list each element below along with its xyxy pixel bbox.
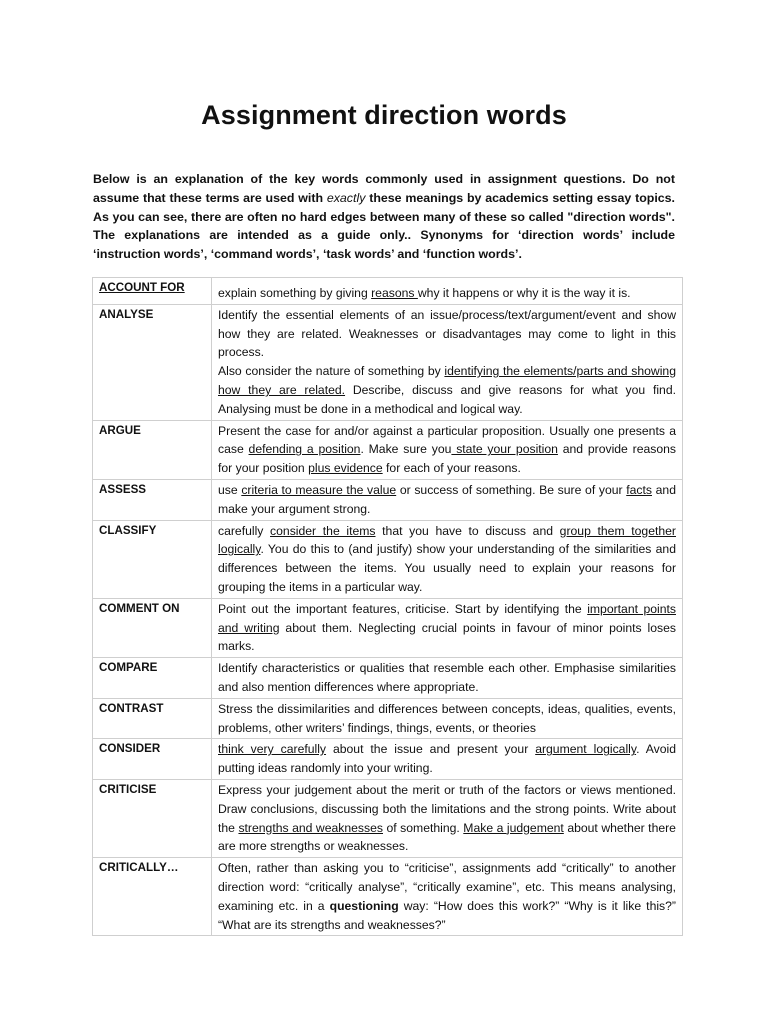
definition-cell <box>212 658 683 699</box>
definition-text: way: “How does this work?” “Why is it like this?” “What are its strengths and weaknesses?” <box>218 898 676 932</box>
definition-text: Present the case for and/or against a particular proposition. Usually one presents a case <box>218 423 676 457</box>
table-row <box>93 304 683 420</box>
table-row <box>93 520 683 598</box>
definition-text: . You do this to (and justify) show your understanding of the similarities and differences between the items. You usually need to explain your reasons for grouping the items in a particular way. <box>218 542 676 594</box>
term-label: CONSIDER <box>99 742 161 756</box>
definition-cell <box>212 479 683 520</box>
definition-text: and provide reasons for your position <box>218 442 676 476</box>
intro-text-2: these meanings by academics setting essay topics. As you can see, there are often no hard edges between many of these so called "direction words". The explanations are intended as a guide only.. <box>93 190 675 243</box>
intro-paragraph <box>93 170 675 264</box>
key-phrase: plus evidence <box>308 461 383 476</box>
definition-text: Identify characteristics or qualities that resemble each other. Emphasise similarities and also mention differences where appropriate. <box>218 661 676 694</box>
definition-cell <box>212 858 683 936</box>
table-row <box>93 658 683 699</box>
term-label: CRITICISE <box>99 782 157 796</box>
term-cell <box>93 520 212 598</box>
definition-text: Often, rather than asking you to “criticise”, assignments add “critically” to another direction word: “critically analyse”, “critically examine”, etc. This means analysing, examining etc. in a <box>218 861 676 913</box>
definition-text: Stress the dissimilarities and differences between concepts, ideas, qualities, events, problems, other writers’ findings, things, events, or theories <box>218 701 676 735</box>
definition-text: or success of something. Be sure of your <box>396 482 627 497</box>
term-label: CRITICALLY… <box>99 861 179 875</box>
term-label: CLASSIFY <box>99 523 157 537</box>
definition-cell <box>212 739 683 780</box>
definition-text: use <box>218 482 242 497</box>
term-cell <box>93 658 212 699</box>
definition-text: of something. <box>383 820 464 835</box>
term-label: ASSESS <box>99 482 147 496</box>
table-row <box>93 278 683 305</box>
definition-text: Describe, discuss and give reasons for what you find. Analysing must be done in a methodical and logical way. <box>218 382 676 416</box>
table-row <box>93 698 683 739</box>
key-phrase: think very carefully <box>218 742 327 757</box>
term-label: CONTRAST <box>99 701 164 715</box>
table-row <box>93 420 683 479</box>
definition-text: . Avoid putting ideas randomly into your writing. <box>218 742 676 776</box>
term-cell <box>93 278 212 305</box>
definition-cell <box>212 779 683 857</box>
definition-text: that you have to discuss and <box>375 523 560 538</box>
definition-text: Point out the important features, criticise. Start by identifying the <box>218 601 588 616</box>
key-phrase: criteria to measure the value <box>241 482 397 497</box>
term-label: ARGUE <box>99 423 141 437</box>
table-row <box>93 739 683 780</box>
key-phrase: facts <box>626 482 652 497</box>
term-label: COMMENT ON <box>99 601 180 615</box>
definition-text: about them. Neglecting crucial points in favour of minor points loses marks. <box>218 620 676 654</box>
key-phrase: consider the items <box>270 523 376 538</box>
term-cell <box>93 598 212 657</box>
key-phrase: identifying the elements/parts and showing how they are related. <box>218 364 676 397</box>
key-phrase: argument logically <box>535 742 637 757</box>
term-label: COMPARE <box>99 661 158 675</box>
definition-text: . Make sure you <box>360 442 452 457</box>
definition-text: Also consider the nature of something by <box>218 364 445 379</box>
table-row <box>93 479 683 520</box>
definition-text: why it happens or why it is the way it is. <box>417 286 631 300</box>
definition-text: about the issue and present your <box>326 742 536 757</box>
key-phrase: reasons <box>371 286 418 300</box>
page-title: Assignment direction words <box>201 100 567 130</box>
table-row <box>93 598 683 657</box>
key-phrase: group them together logically <box>218 523 676 557</box>
table-row <box>93 779 683 857</box>
definition-cell <box>212 698 683 739</box>
definition-text: and make your argument strong. <box>218 482 676 516</box>
term-cell <box>93 479 212 520</box>
term-label: ANALYSE <box>99 307 154 321</box>
table-body <box>93 278 683 936</box>
intro-text-1: Below is an explanation of the key words commonly used in assignment questions. Do not assume that these terms are used with <box>93 172 675 205</box>
direction-words-table <box>92 277 683 936</box>
definition-text: Identify the essential elements of an issue/process/text/argument/event and show how they are related. Weaknesses or disadvantages may come to light in this process. <box>218 307 676 360</box>
definition-cell <box>212 278 683 305</box>
key-phrase: Make a judgement <box>463 820 564 835</box>
definition-text: about whether there are more strengths or weaknesses. <box>218 820 676 854</box>
definition-text: carefully <box>218 523 271 538</box>
definition-cell <box>212 520 683 598</box>
intro-emphasis: exactly <box>326 190 366 205</box>
term-cell <box>93 739 212 780</box>
definition-text: Express your judgement about the merit or truth of the factors or views mentioned. Draw conclusions, discussing both the limitations and the strong points. Write about the <box>218 782 676 835</box>
intro-synonyms: Synonyms for ‘direction words’ include ‘instruction words’, ‘command words’, ‘task words’ and ‘function words’. <box>93 228 675 262</box>
key-phrase: strengths and weaknesses <box>238 820 383 835</box>
key-phrase: state your position <box>451 442 558 457</box>
term-cell <box>93 698 212 739</box>
definition-text: for each of your reasons. <box>382 461 521 476</box>
key-phrase: defending a position <box>248 442 361 457</box>
definition-cell <box>212 598 683 657</box>
term-cell <box>93 779 212 857</box>
definition-cell <box>212 420 683 479</box>
term-cell <box>93 858 212 936</box>
term-cell <box>93 304 212 420</box>
table-row <box>93 858 683 936</box>
definition-text: questioning <box>329 898 399 913</box>
definition-cell <box>212 304 683 420</box>
definition-text: explain something by giving <box>218 286 372 300</box>
key-phrase: important points and writing <box>218 601 676 635</box>
term-cell <box>93 420 212 479</box>
term-label: ACCOUNT FOR <box>99 281 185 294</box>
